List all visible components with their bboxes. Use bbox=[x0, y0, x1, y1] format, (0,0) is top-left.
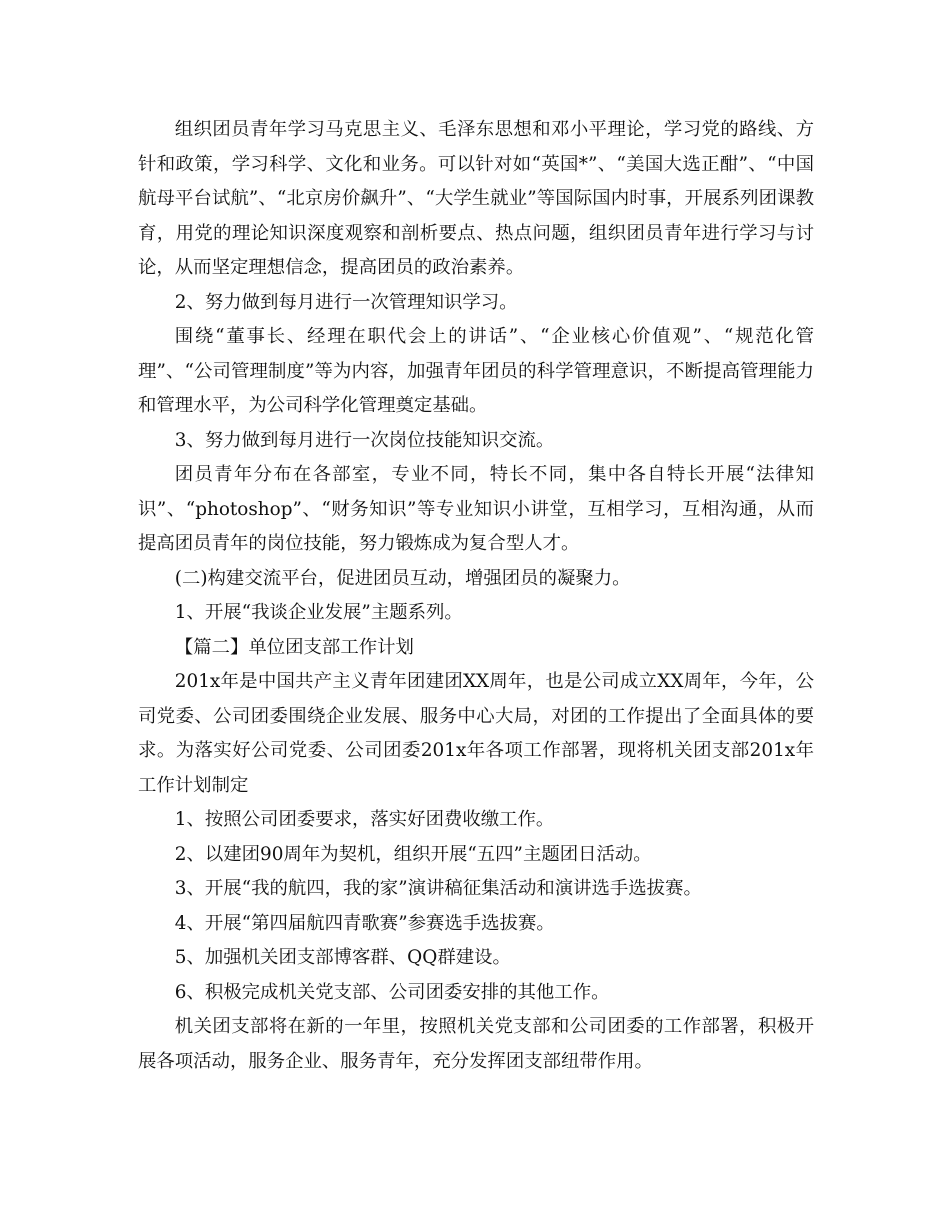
paragraph-study-theory: 组织团员青年学习马克思主义、毛泽东思想和邓小平理论，学习党的路线、方针和政策，学习科学、文化和业务。可以针对如“英国*”、“美国大选正酣”、“中国航母平台试航”、“北京房价飙升”、“大学生就业”等国际国内时事，开展系列团课教育，用党的理论知识深度观察和剖析要点、热点问题，组织团员青年进行学习与讨论，从而坚定理想信念，提高团员的政治素养。 bbox=[138, 119, 814, 278]
paragraph-theme-series: 1、开展“我谈企业发展”主题系列。 bbox=[174, 602, 463, 623]
document-body bbox=[138, 113, 814, 1079]
paragraph-intro: 201x年是中国共产主义青年团建团XX周年，也是公司成立XX周年，今年，公司党委、公司团委围绕企业发展、服务中心大局，对团的工作提出了全面具体的要求。为落实好公司党委、公司团委201x年各项工作部署，现将机关团支部201x年工作计划制定 bbox=[138, 671, 814, 796]
paragraph-section-two: (二)构建交流平台，促进团员互动，增强团员的凝聚力。 bbox=[174, 567, 631, 589]
paragraph-skills-content: 团员青年分布在各部室，专业不同，特长不同，集中各自特长开展“法律知识”、“photoshop”、“财务知识”等专业知识小讲堂，互相学习，互相沟通，从而提高团员青年的岗位技能，努力锻炼成为复合型人才。 bbox=[138, 464, 814, 554]
plan-item-3: 3、开展“我的航四，我的家”演讲稿征集活动和演讲选手选拔赛。 bbox=[174, 878, 702, 899]
plan-item-1: 1、按照公司团委要求，落实好团费收缴工作。 bbox=[174, 809, 555, 830]
paragraph-management-heading: 2、努力做到每月进行一次管理知识学习。 bbox=[174, 291, 518, 313]
plan-item-5: 5、加强机关团支部博客群、QQ群建设。 bbox=[174, 947, 511, 968]
plan-item-4: 4、开展“第四届航四青歌赛”参赛选手选拔赛。 bbox=[174, 912, 555, 934]
plan-item-6: 6、积极完成机关党支部、公司团委安排的其他工作。 bbox=[174, 981, 610, 1003]
paragraph-skills-heading: 3、努力做到每月进行一次岗位技能知识交流。 bbox=[174, 429, 555, 451]
plan-item-2: 2、以建团90周年为契机，组织开展“五四”主题团日活动。 bbox=[174, 843, 652, 865]
paragraph-chapter-two-title: 【篇二】单位团支部工作计划 bbox=[174, 636, 414, 658]
paragraph-management-content: 围绕“董事长、经理在职代会上的讲话”、“企业核心价值观”、“规范化管理”、“公司管理制度”等为内容，加强青年团员的科学管理意识，不断提高管理能力和管理水平，为公司科学化管理奠定基础。 bbox=[138, 326, 814, 416]
paragraph-conclusion: 机关团支部将在新的一年里，按照机关党支部和公司团委的工作部署，积极开展各项活动，服务企业、服务青年，充分发挥团支部纽带作用。 bbox=[138, 1016, 814, 1072]
